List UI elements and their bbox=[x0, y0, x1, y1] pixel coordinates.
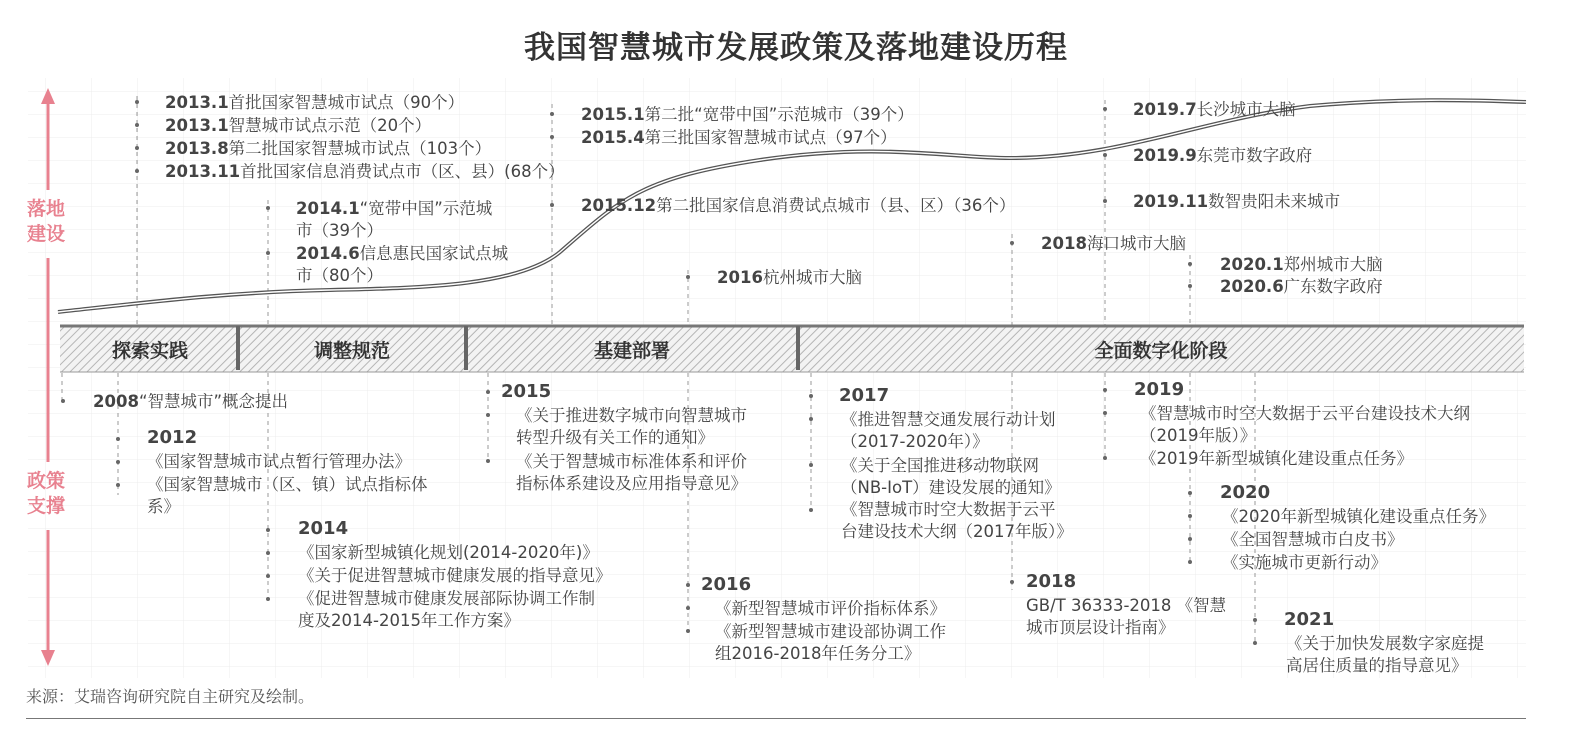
marker-dot bbox=[116, 483, 120, 487]
marker-dot bbox=[1253, 618, 1257, 622]
landing-item: 2020.1郑州城市大脑 bbox=[1220, 255, 1383, 274]
policy-doc: 《促进智慧城市健康发展部际协调工作制 bbox=[298, 589, 595, 608]
marker-dot bbox=[135, 169, 139, 173]
landing-item: 2014.1“宽带中国”示范城 bbox=[296, 199, 493, 218]
policy-doc: 城市顶层设计指南》 bbox=[1026, 618, 1175, 637]
stage-full-digital: 全面数字化阶段 bbox=[1094, 340, 1228, 362]
marker-dot bbox=[1010, 241, 1014, 245]
marker-dot bbox=[809, 417, 813, 421]
stage-explore: 探索实践 bbox=[111, 340, 188, 362]
policy-doc: （2019年版）》 bbox=[1140, 426, 1257, 445]
policy-year: 2015 bbox=[501, 381, 552, 402]
landing-item: 2019.7长沙城市大脑 bbox=[1133, 100, 1296, 119]
policy-doc: 组2016-2018年任务分工》 bbox=[715, 644, 921, 663]
policy-doc: 《推进智慧交通发展行动计划 bbox=[841, 410, 1056, 429]
marker-dot bbox=[1188, 284, 1192, 288]
policy-doc: （2017-2020年）》 bbox=[841, 432, 989, 451]
landing-item: 2019.11数智贵阳未来城市 bbox=[1133, 192, 1341, 211]
marker-dot bbox=[1010, 580, 1014, 584]
policy-doc: 《新型智慧城市建设部协调工作 bbox=[715, 622, 946, 641]
marker-dot bbox=[135, 100, 139, 104]
policy-doc: （NB-IoT）建设发展的通知》 bbox=[841, 478, 1061, 497]
policy-year: 2021 bbox=[1284, 609, 1335, 630]
policy-doc: 《国家智慧城市试点暂行管理办法》 bbox=[147, 452, 411, 471]
marker-dot bbox=[1103, 456, 1107, 460]
marker-dot bbox=[486, 459, 490, 463]
landing-item: 2013.11首批国家信息消费试点市（区、县）(68个） bbox=[165, 162, 565, 181]
policy-year: 2019 bbox=[1134, 379, 1185, 400]
marker-dot bbox=[116, 437, 120, 441]
marker-dot bbox=[486, 390, 490, 394]
marker-dot bbox=[809, 508, 813, 512]
marker-dot bbox=[550, 135, 554, 139]
policy-year: 2012 bbox=[147, 427, 198, 448]
landing-item: 2015.4第三批国家智慧城市试点（97个） bbox=[581, 128, 897, 147]
policy-doc: 系》 bbox=[147, 497, 180, 516]
marker-dot bbox=[266, 574, 270, 578]
marker-dot bbox=[1188, 560, 1192, 564]
marker-dot bbox=[550, 112, 554, 116]
stage-infrastructure: 基建部署 bbox=[593, 340, 670, 362]
policy-doc: 转型升级有关工作的通知》 bbox=[516, 428, 714, 447]
landing-item: 2015.1第二批“宽带中国”示范城市（39个） bbox=[581, 105, 914, 124]
policy-doc: 指标体系建设及应用指导意见》 bbox=[516, 474, 747, 493]
marker-dot bbox=[135, 123, 139, 127]
marker-dot bbox=[1188, 262, 1192, 266]
policy-year: 2020 bbox=[1220, 482, 1271, 503]
marker-dot bbox=[266, 206, 270, 210]
axis-label-landing: 落地 建设 bbox=[26, 198, 65, 245]
policy-doc: 《2019年新型城镇化建设重点任务》 bbox=[1140, 449, 1413, 468]
marker-dot bbox=[116, 460, 120, 464]
policy-doc: 《关于全国推进移动物联网 bbox=[841, 456, 1039, 475]
policy-doc: 《智慧城市时空大数据于云平台建设技术大纲 bbox=[1140, 404, 1470, 423]
landing-item: 2020.6广东数字政府 bbox=[1220, 277, 1383, 296]
policy-year: 2017 bbox=[839, 385, 890, 406]
policy-item: 2008“智慧城市”概念提出 bbox=[93, 392, 289, 411]
policy-doc: 台建设技术大纲（2017年版）》 bbox=[841, 522, 1073, 541]
marker-dot bbox=[1103, 199, 1107, 203]
marker-dot bbox=[1103, 388, 1107, 392]
policy-year: 2016 bbox=[701, 574, 752, 595]
landing-item: 2015.12第二批国家信息消费试点城市（县、区）（36个） bbox=[581, 196, 1016, 215]
stage-adjust: 调整规范 bbox=[313, 340, 390, 362]
policy-doc: 《关于智慧城市标准体系和评价 bbox=[516, 452, 747, 471]
marker-dot bbox=[686, 606, 690, 610]
marker-dot bbox=[1188, 537, 1192, 541]
policy-doc: 度及2014-2015年工作方案》 bbox=[298, 611, 520, 630]
marker-dot bbox=[1188, 514, 1192, 518]
marker-dot bbox=[135, 146, 139, 150]
marker-dot bbox=[686, 275, 690, 279]
landing-item: 2013.1智慧城市试点示范（20个） bbox=[165, 116, 432, 135]
footer-divider bbox=[26, 718, 1526, 719]
marker-dot bbox=[1188, 491, 1192, 495]
policy-doc: 《关于促进智慧城市健康发展的指导意见》 bbox=[298, 566, 612, 585]
marker-dot bbox=[550, 203, 554, 207]
landing-item: 2018海口城市大脑 bbox=[1041, 234, 1186, 253]
marker-dot bbox=[266, 597, 270, 601]
axis-label-policy: 政策 支撑 bbox=[26, 470, 65, 517]
source-note: 来源：艾瑞咨询研究院自主研究及绘制。 bbox=[26, 687, 315, 706]
landing-item-cont: 市（39个） bbox=[296, 221, 383, 240]
landing-item: 2013.1首批国家智慧城市试点（90个） bbox=[165, 93, 465, 112]
policy-doc: 《新型智慧城市评价指标体系》 bbox=[715, 599, 946, 618]
marker-dot bbox=[61, 399, 65, 403]
landing-item: 2016杭州城市大脑 bbox=[717, 268, 862, 287]
page-title: 我国智慧城市发展政策及落地建设历程 bbox=[524, 30, 1068, 66]
marker-dot bbox=[1103, 153, 1107, 157]
policy-doc: 《关于加快发展数字家庭提 bbox=[1286, 634, 1484, 653]
policy-doc: 高居住质量的指导意见》 bbox=[1286, 656, 1468, 675]
landing-item: 2014.6信息惠民国家试点城 bbox=[296, 244, 509, 263]
landing-item: 2013.8第二批国家智慧城市试点（103个） bbox=[165, 139, 492, 158]
policy-year: 2018 bbox=[1026, 571, 1077, 592]
marker-dot bbox=[266, 251, 270, 255]
marker-dot bbox=[686, 583, 690, 587]
policy-doc: 《国家新型城镇化规划(2014-2020年)》 bbox=[298, 543, 599, 562]
marker-dot bbox=[1253, 641, 1257, 645]
policy-doc: 《2020年新型城镇化建设重点任务》 bbox=[1222, 507, 1495, 526]
marker-dot bbox=[1103, 411, 1107, 415]
marker-dot bbox=[1103, 107, 1107, 111]
marker-dot bbox=[809, 394, 813, 398]
marker-dot bbox=[486, 413, 490, 417]
marker-dot bbox=[266, 551, 270, 555]
marker-dot bbox=[266, 528, 270, 532]
policy-doc: 《智慧城市时空大数据于云平 bbox=[841, 500, 1056, 519]
policy-year: 2014 bbox=[298, 518, 349, 539]
policy-doc: 《关于推进数字城市向智慧城市 bbox=[516, 406, 747, 425]
policy-doc: GB/T 36333-2018 《智慧 bbox=[1026, 596, 1227, 615]
policy-doc: 《国家智慧城市（区、镇）试点指标体 bbox=[147, 475, 428, 494]
policy-doc: 《全国智慧城市白皮书》 bbox=[1222, 530, 1404, 549]
marker-dot bbox=[686, 629, 690, 633]
landing-item-cont: 市（80个） bbox=[296, 266, 383, 285]
marker-dot bbox=[809, 463, 813, 467]
policy-doc: 《实施城市更新行动》 bbox=[1222, 553, 1387, 572]
landing-item: 2019.9东莞市数字政府 bbox=[1133, 146, 1313, 165]
